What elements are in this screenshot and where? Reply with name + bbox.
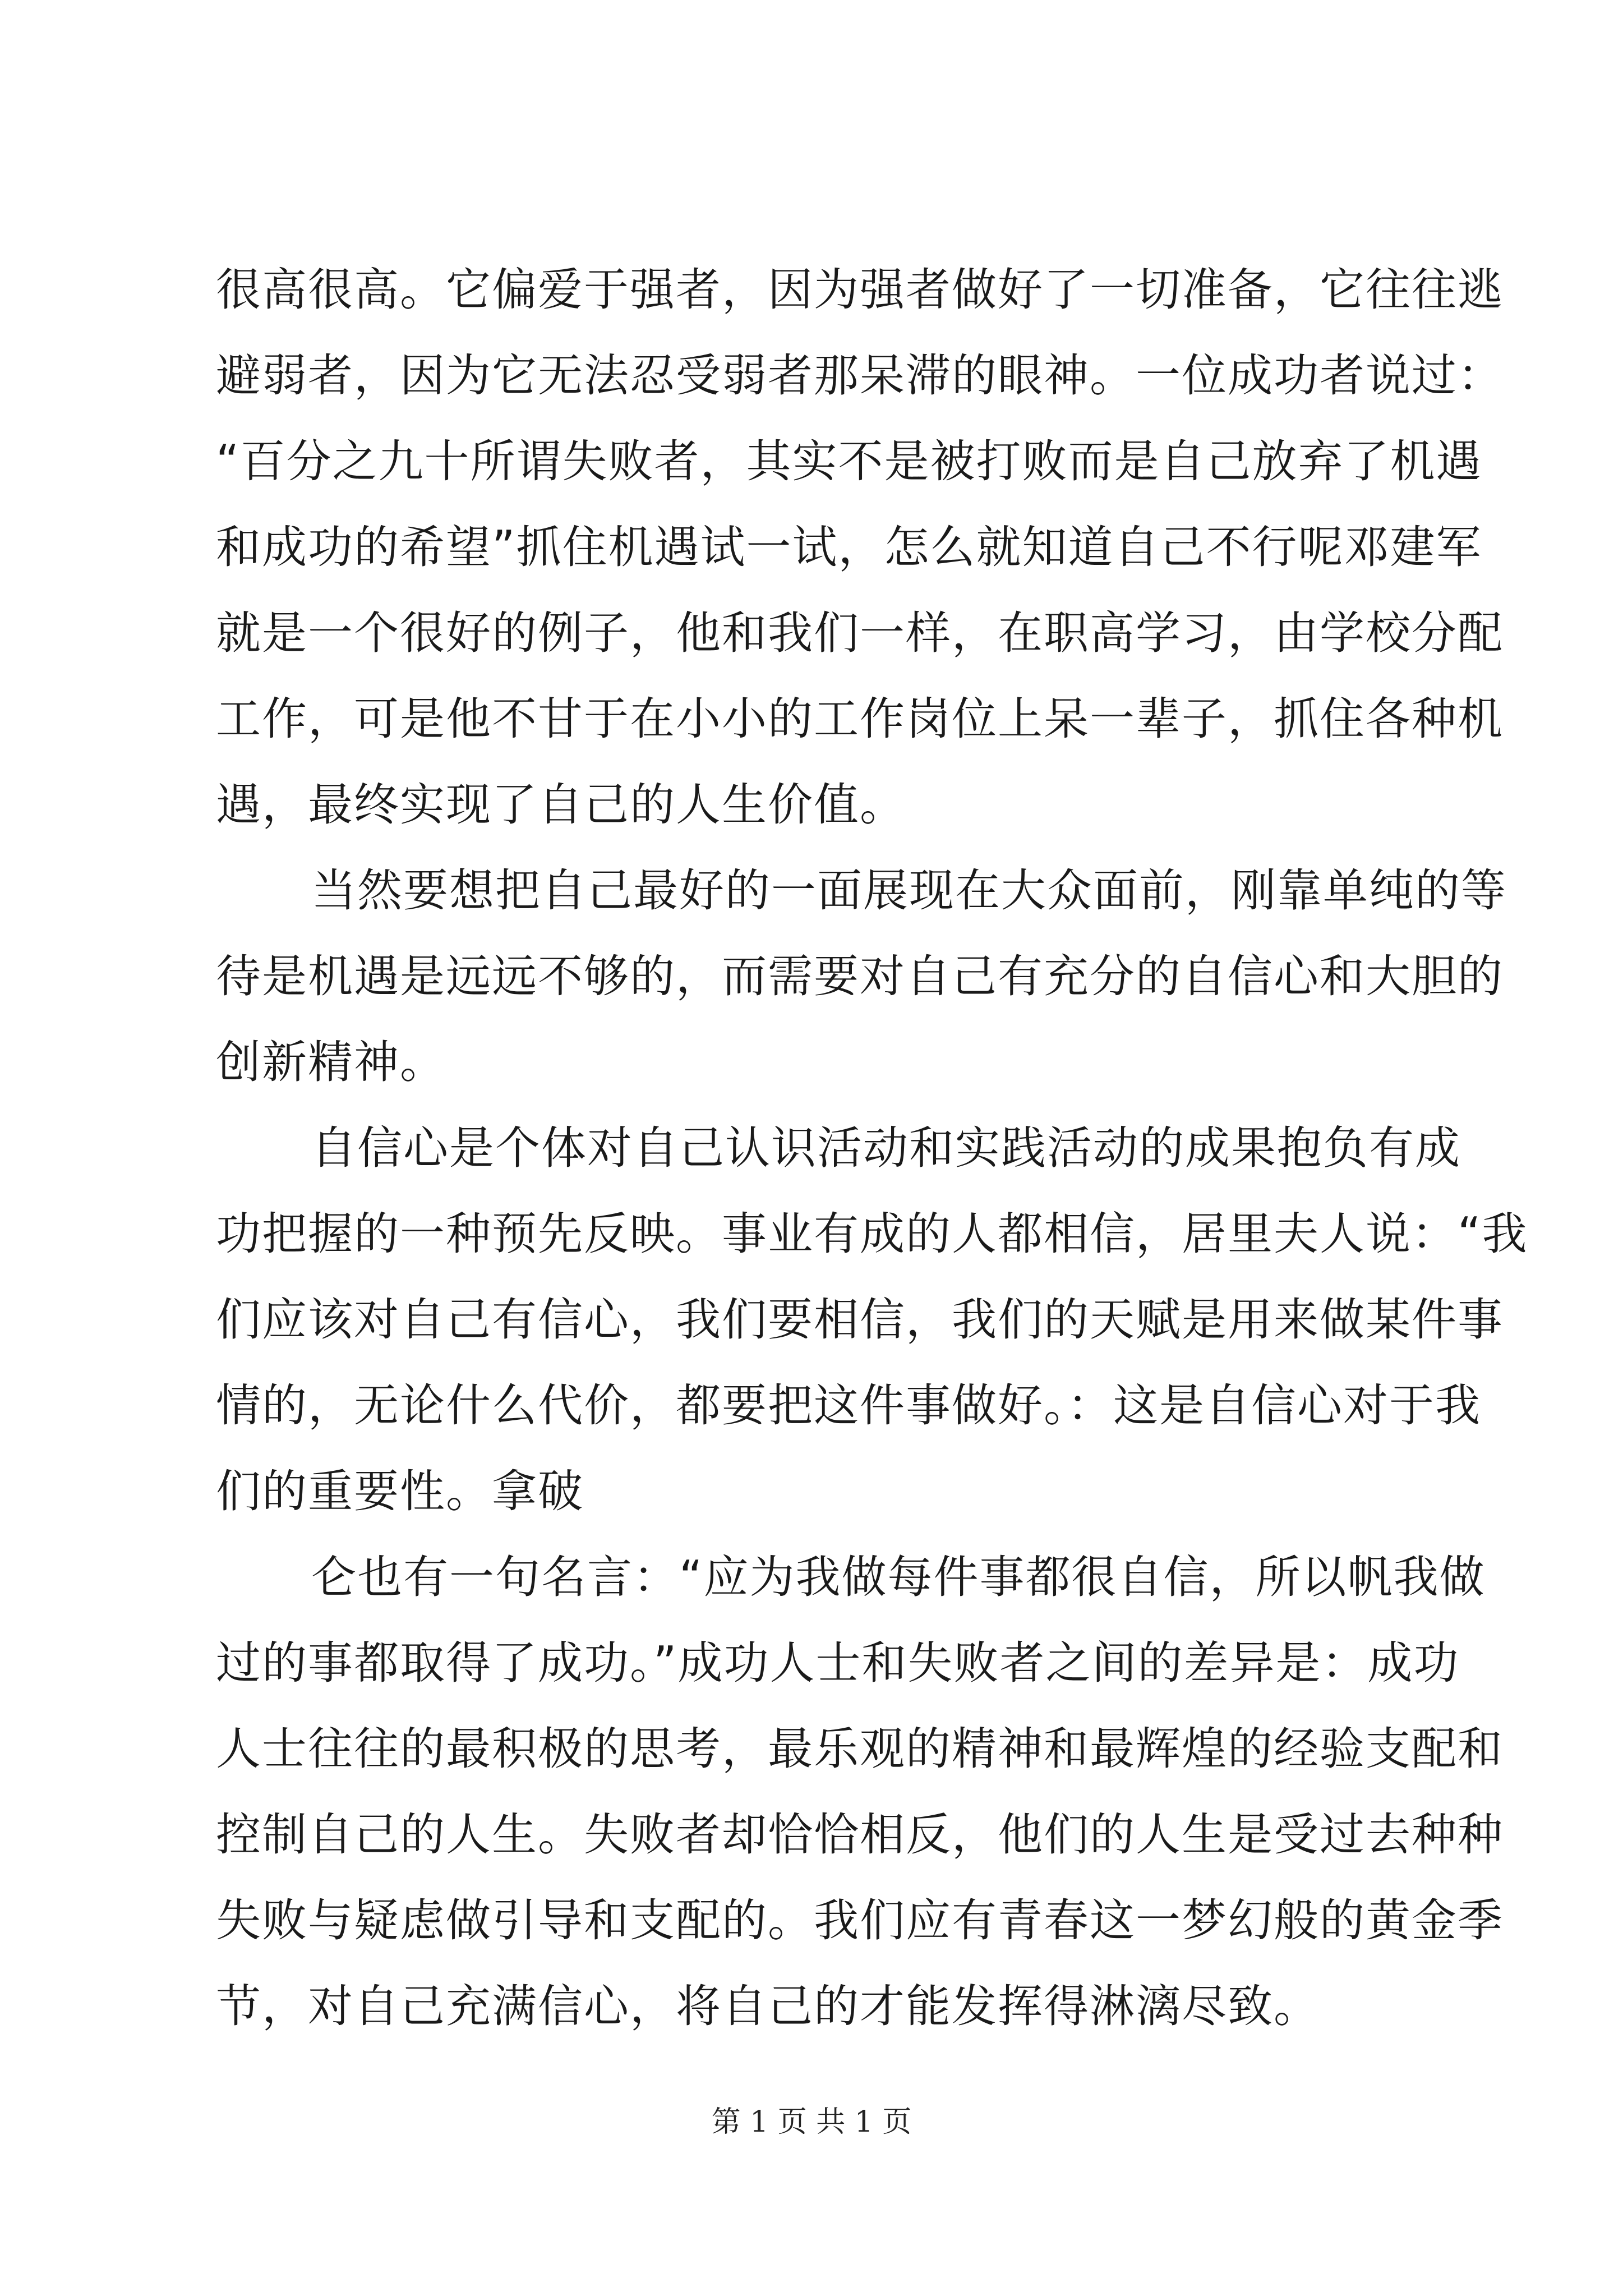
text-line: 们应该对自己有信心，我们要相信，我们的天赋是用来做某件事 (216, 1294, 1504, 1346)
paragraph-first-line: 自信心是个体对自己认识活动和实践活动的成果抱负有成 (311, 1122, 1461, 1174)
text-line: 功把握的一种预先反映。事业有成的人都相信，居里夫人说：“我 (216, 1208, 1528, 1260)
paragraph-first-line: 当然要想把自己最好的一面展现在大众面前，刚靠单纯的等 (311, 864, 1507, 917)
document-body (216, 247, 1528, 2049)
text-line: 遇，最终实现了自己的人生价值。 (216, 779, 906, 831)
text-line: 和成功的希望”抓住机遇试一试，怎么就知道自己不行呢邓建军 (216, 521, 1482, 573)
text-line: 过的事都取得了成功。”成功人士和失败者之间的差异是：成功 (216, 1637, 1460, 1689)
text-line: 人士往往的最积极的思考，最乐观的精神和最辉煌的经验支配和 (216, 1723, 1504, 1775)
text-line: 们的重要性。拿破 (216, 1465, 584, 1517)
text-line: 情的，无论什么代价，都要把这件事做好。：这是自信心对于我 (216, 1379, 1481, 1432)
text-line: 失败与疑虑做引导和支配的。我们应有青春这一梦幻般的黄金季 (216, 1894, 1504, 1947)
paragraph-first-line: 仑也有一句名言：“应为我做每件事都很自信，所以帆我做 (311, 1551, 1486, 1603)
text-line: “百分之九十所谓失败者，其实不是被打败而是自己放弃了机遇 (216, 435, 1482, 487)
text-line: 创新精神。 (216, 1036, 446, 1088)
text-line: 很高很高。它偏爱于强者，因为强者做好了一切准备，它往往逃 (216, 264, 1504, 316)
page-number-footer: 第 1 页 共 1 页 (711, 2105, 912, 2139)
text-line: 控制自己的人生。失败者却恰恰相反，他们的人生是受过去种种 (216, 1809, 1504, 1861)
text-line: 节，对自己充满信心，将自己的才能发挥得淋漓尽致。 (216, 1980, 1320, 2032)
text-line: 工作，可是他不甘于在小小的工作岗位上呆一辈子，抓住各种机 (216, 693, 1504, 745)
text-line: 就是一个很好的例子，他和我们一样，在职高学习，由学校分配 (216, 607, 1504, 659)
text-line: 待是机遇是远远不够的，而需要对自己有充分的自信心和大胆的 (216, 950, 1504, 1002)
text-line: 避弱者，因为它无法忍受弱者那呆滞的眼神。一位成功者说过： (216, 349, 1504, 402)
